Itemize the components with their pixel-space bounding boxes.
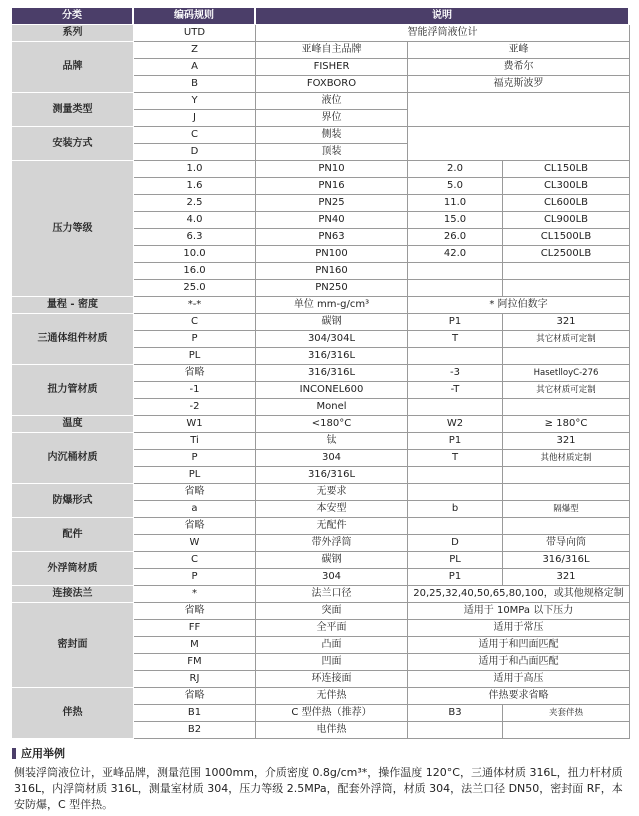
extra-code-cell: 15.0 <box>408 212 503 229</box>
extra-description-cell: 321 <box>503 569 630 586</box>
code-cell: UTD <box>134 25 256 42</box>
description-cell: <180°C <box>256 416 408 433</box>
extra-description-cell: 隔爆型 <box>503 501 630 518</box>
description-cell: 304/304L <box>256 331 408 348</box>
extra-description-cell <box>503 263 630 280</box>
description-cell: INCONEL600 <box>256 382 408 399</box>
extra-code-cell: 适用于 10MPa 以下压力 <box>408 603 630 620</box>
description-cell: 环连接面 <box>256 671 408 688</box>
code-cell: P <box>134 569 256 586</box>
extra-description-cell <box>503 280 630 297</box>
code-cell: *-* <box>134 297 256 314</box>
description-cell: FOXBORO <box>256 76 408 93</box>
description-cell: 316/316L <box>256 467 408 484</box>
code-cell: FF <box>134 620 256 637</box>
description-cell: 钛 <box>256 433 408 450</box>
description-cell: FISHER <box>256 59 408 76</box>
extra-code-cell: 适用于常压 <box>408 620 630 637</box>
header-category: 分类 <box>12 8 134 25</box>
code-cell: PL <box>134 467 256 484</box>
description-cell: 亚峰自主品牌 <box>256 42 408 59</box>
extra-code-cell: P1 <box>408 314 503 331</box>
example-text: 侧装浮筒液位计，亚峰品牌，测量范围 1000mm，介质密度 0.8g/cm³*，操作温度 120°C，三通体材质 316L，扭力杆材质 316L，内浮筒材质 316L，测量室材质 304，压力等级 2.5MPa，配套外浮筒，材质 304，法兰口径 DN50，密封面 RF，本安防爆，C 型伴热。 <box>14 766 623 811</box>
extra-code-cell: 费希尔 <box>408 59 630 76</box>
extra-code-cell: 42.0 <box>408 246 503 263</box>
extra-code-cell <box>408 280 503 297</box>
code-cell: W <box>134 535 256 552</box>
code-cell: a <box>134 501 256 518</box>
extra-description-cell: CL600LB <box>503 195 630 212</box>
code-cell: PL <box>134 348 256 365</box>
extra-description-cell: HasetlloyC-276 <box>503 365 630 382</box>
code-cell: 省略 <box>134 518 256 535</box>
extra-description-cell: 321 <box>503 314 630 331</box>
extra-code-cell <box>408 263 503 280</box>
extra-description-cell: 夹套伴热 <box>503 705 630 722</box>
description-cell: 智能浮筒液位计 <box>256 25 630 42</box>
extra-description-cell <box>503 399 630 416</box>
extra-description-cell: CL300LB <box>503 178 630 195</box>
extra-code-cell: T <box>408 331 503 348</box>
description-cell: PN63 <box>256 229 408 246</box>
extra-code-cell: -3 <box>408 365 503 382</box>
extra-code-cell: b <box>408 501 503 518</box>
extra-description-cell: 其它材质可定制 <box>503 331 630 348</box>
category-cell: 伴热 <box>12 688 134 739</box>
code-cell: M <box>134 637 256 654</box>
code-cell: RJ <box>134 671 256 688</box>
code-cell: * <box>134 586 256 603</box>
spec-table <box>12 8 630 740</box>
category-cell: 三通体组件材质 <box>12 314 134 365</box>
extra-description-cell: 其他材质定制 <box>503 450 630 467</box>
description-cell: C 型伴热（推荐） <box>256 705 408 722</box>
description-cell: PN10 <box>256 161 408 178</box>
code-cell: 省略 <box>134 484 256 501</box>
empty-cell <box>408 93 630 127</box>
extra-code-cell: T <box>408 450 503 467</box>
code-cell: 省略 <box>134 365 256 382</box>
extra-code-cell: 适用于和凹面匹配 <box>408 637 630 654</box>
description-cell: 全平面 <box>256 620 408 637</box>
category-cell: 品牌 <box>12 42 134 93</box>
description-cell: PN250 <box>256 280 408 297</box>
category-cell: 内沉桶材质 <box>12 433 134 484</box>
code-cell: -2 <box>134 399 256 416</box>
category-cell: 压力等级 <box>12 161 134 297</box>
extra-code-cell: * 阿拉伯数字 <box>408 297 630 314</box>
description-cell: 碳钢 <box>256 314 408 331</box>
description-cell: PN100 <box>256 246 408 263</box>
description-cell: 无伴热 <box>256 688 408 705</box>
extra-description-cell <box>503 348 630 365</box>
code-cell: -1 <box>134 382 256 399</box>
extra-code-cell <box>408 467 503 484</box>
extra-description-cell <box>503 484 630 501</box>
description-cell: PN160 <box>256 263 408 280</box>
extra-description-cell: 带导向筒 <box>503 535 630 552</box>
description-cell: 界位 <box>256 110 408 127</box>
extra-code-cell <box>408 484 503 501</box>
code-cell: J <box>134 110 256 127</box>
extra-code-cell: 26.0 <box>408 229 503 246</box>
code-cell: A <box>134 59 256 76</box>
code-cell: B <box>134 76 256 93</box>
category-cell: 温度 <box>12 416 134 433</box>
extra-description-cell: 316/316L <box>503 552 630 569</box>
extra-code-cell <box>408 399 503 416</box>
extra-code-cell: W2 <box>408 416 503 433</box>
description-cell: 316/316L <box>256 365 408 382</box>
extra-code-cell: PL <box>408 552 503 569</box>
extra-code-cell: P1 <box>408 433 503 450</box>
extra-description-cell: CL150LB <box>503 161 630 178</box>
code-cell: 16.0 <box>134 263 256 280</box>
code-cell: C <box>134 314 256 331</box>
category-cell: 扭力管材质 <box>12 365 134 416</box>
code-cell: Ti <box>134 433 256 450</box>
code-cell: W1 <box>134 416 256 433</box>
category-cell: 配件 <box>12 518 134 552</box>
extra-code-cell: D <box>408 535 503 552</box>
code-cell: 10.0 <box>134 246 256 263</box>
category-cell: 防爆形式 <box>12 484 134 518</box>
category-cell: 安装方式 <box>12 127 134 161</box>
category-cell: 测量类型 <box>12 93 134 127</box>
extra-code-cell: -T <box>408 382 503 399</box>
description-cell: PN40 <box>256 212 408 229</box>
extra-code-cell: P1 <box>408 569 503 586</box>
category-cell: 密封面 <box>12 603 134 688</box>
description-cell: 碳钢 <box>256 552 408 569</box>
header-description: 说明 <box>256 8 630 25</box>
description-cell: 316/316L <box>256 348 408 365</box>
extra-code-cell: 伴热要求省略 <box>408 688 630 705</box>
description-cell: 凸面 <box>256 637 408 654</box>
description-cell: 单位 mm-g/cm³ <box>256 297 408 314</box>
category-cell: 系列 <box>12 25 134 42</box>
example-title: 应用举例 <box>21 747 65 760</box>
code-cell: B2 <box>134 722 256 739</box>
description-cell: 电伴热 <box>256 722 408 739</box>
header-code-rule: 编码规则 <box>134 8 256 25</box>
heading-bar-icon <box>12 748 16 759</box>
description-cell: 液位 <box>256 93 408 110</box>
code-cell: Y <box>134 93 256 110</box>
extra-description-cell <box>503 518 630 535</box>
extra-code-cell <box>408 348 503 365</box>
code-cell: FM <box>134 654 256 671</box>
code-cell: 省略 <box>134 688 256 705</box>
code-cell: B1 <box>134 705 256 722</box>
code-cell: 省略 <box>134 603 256 620</box>
code-cell: C <box>134 552 256 569</box>
description-cell: 突面 <box>256 603 408 620</box>
description-cell: 无要求 <box>256 484 408 501</box>
description-cell: Monel <box>256 399 408 416</box>
extra-description-cell <box>503 467 630 484</box>
extra-code-cell: B3 <box>408 705 503 722</box>
code-cell: 1.6 <box>134 178 256 195</box>
code-cell: D <box>134 144 256 161</box>
extra-code-cell: 20,25,32,40,50,65,80,100，或其他规格定制 <box>408 586 630 603</box>
empty-cell <box>408 127 630 161</box>
description-cell: PN16 <box>256 178 408 195</box>
extra-code-cell: 亚峰 <box>408 42 630 59</box>
extra-code-cell: 11.0 <box>408 195 503 212</box>
code-cell: 25.0 <box>134 280 256 297</box>
description-cell: 304 <box>256 569 408 586</box>
extra-code-cell: 5.0 <box>408 178 503 195</box>
extra-code-cell: 适用于高压 <box>408 671 630 688</box>
extra-code-cell: 福克斯波罗 <box>408 76 630 93</box>
extra-description-cell: CL900LB <box>503 212 630 229</box>
extra-code-cell: 适用于和凸面匹配 <box>408 654 630 671</box>
code-cell: P <box>134 331 256 348</box>
description-cell: 304 <box>256 450 408 467</box>
description-cell: PN25 <box>256 195 408 212</box>
description-cell: 带外浮筒 <box>256 535 408 552</box>
extra-code-cell <box>408 518 503 535</box>
category-cell: 连接法兰 <box>12 586 134 603</box>
description-cell: 侧装 <box>256 127 408 144</box>
category-cell: 量程 - 密度 <box>12 297 134 314</box>
code-cell: 4.0 <box>134 212 256 229</box>
description-cell: 顶装 <box>256 144 408 161</box>
code-cell: 6.3 <box>134 229 256 246</box>
code-cell: 1.0 <box>134 161 256 178</box>
extra-description-cell <box>503 722 630 739</box>
description-cell: 无配件 <box>256 518 408 535</box>
extra-code-cell <box>408 722 503 739</box>
category-cell: 外浮筒材质 <box>12 552 134 586</box>
extra-description-cell: ≥ 180°C <box>503 416 630 433</box>
code-cell: Z <box>134 42 256 59</box>
description-cell: 本安型 <box>256 501 408 518</box>
code-cell: 2.5 <box>134 195 256 212</box>
example-heading <box>12 745 65 761</box>
code-cell: P <box>134 450 256 467</box>
extra-description-cell: CL2500LB <box>503 246 630 263</box>
extra-description-cell: 321 <box>503 433 630 450</box>
description-cell: 凹面 <box>256 654 408 671</box>
code-cell: C <box>134 127 256 144</box>
extra-code-cell: 2.0 <box>408 161 503 178</box>
description-cell: 法兰口径 <box>256 586 408 603</box>
extra-description-cell: CL1500LB <box>503 229 630 246</box>
extra-description-cell: 其它材质可定制 <box>503 382 630 399</box>
